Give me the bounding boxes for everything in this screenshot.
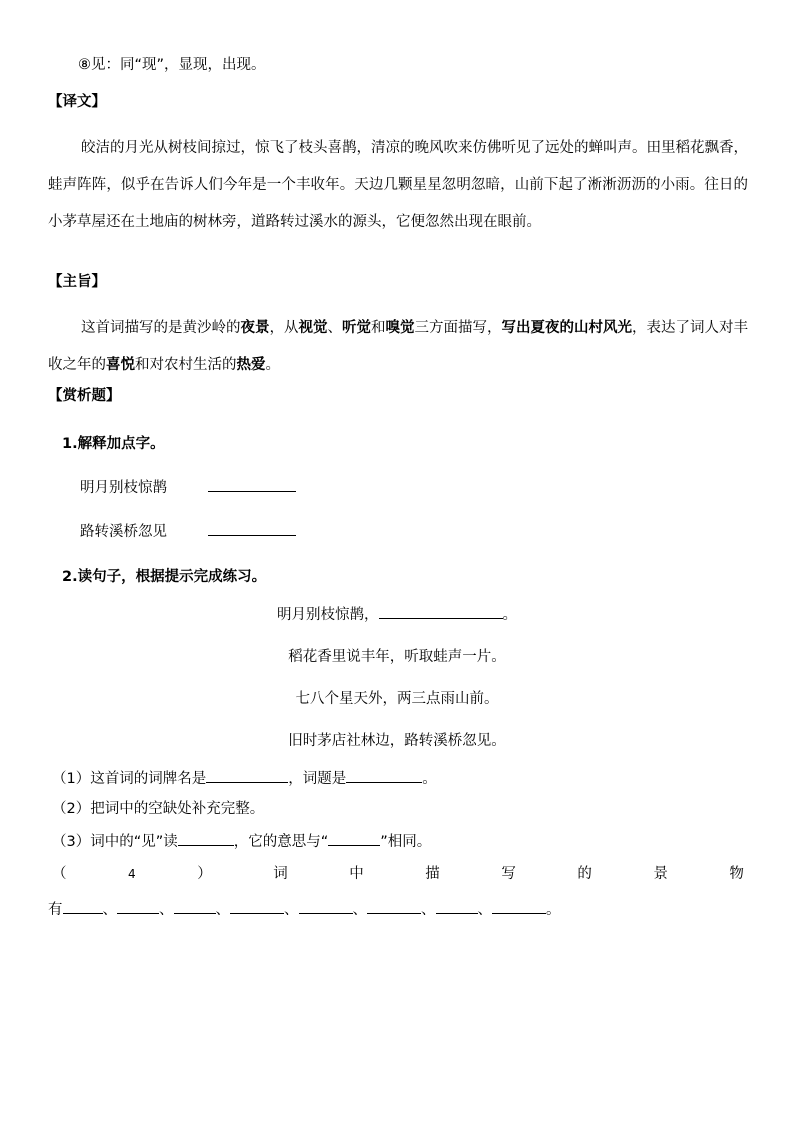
poem-line-3: 七八个星天外，两三点雨山前。 bbox=[295, 691, 499, 707]
theme-heading: 【主旨】 bbox=[48, 274, 106, 290]
keyword-love: 热爱 bbox=[236, 357, 266, 373]
keyword-hearing: 听觉 bbox=[342, 320, 371, 336]
same-meaning-blank[interactable] bbox=[328, 831, 380, 846]
exercises-heading: 【赏析题】 bbox=[48, 388, 121, 404]
q1-item-2-text: 路转溪桥忽见 bbox=[80, 524, 167, 540]
scene-blank-6[interactable] bbox=[367, 899, 421, 914]
question-1-title: 1.解释加点字。 bbox=[62, 436, 165, 452]
sub-question-3: （3）词中的“见”读 ，它的意思与“ ”相同。 bbox=[52, 831, 431, 852]
scene-blank-2[interactable] bbox=[117, 899, 159, 914]
sub-question-1: （1）这首词的词牌名是 ，词题是 。 bbox=[52, 768, 437, 789]
keyword-smell: 嗅觉 bbox=[385, 320, 415, 336]
poem-line-4: 旧时茅店社林边，路转溪桥忽见。 bbox=[288, 733, 506, 749]
scene-blank-4[interactable] bbox=[230, 899, 284, 914]
q1-item-1-text: 明月别枝惊鹊 bbox=[80, 480, 167, 496]
q1-answer-blank-1[interactable] bbox=[208, 477, 296, 492]
cipai-blank[interactable] bbox=[206, 768, 288, 783]
pronunciation-blank[interactable] bbox=[178, 831, 234, 846]
q1-answer-blank-2[interactable] bbox=[208, 521, 296, 536]
sub-question-4-line-2: 有 、 、 、 、 、 、 、 。 bbox=[48, 899, 561, 920]
poem-line-2: 稻花香里说丰年，听取蛙声一片。 bbox=[288, 649, 506, 665]
poem-line-1: 明月别枝惊鹊， 。 bbox=[0, 604, 794, 625]
sub-question-2: （2）把词中的空缺处补充完整。 bbox=[52, 801, 265, 817]
keyword-vision: 视觉 bbox=[298, 320, 328, 336]
scene-blank-3[interactable] bbox=[174, 899, 216, 914]
q1-item-1 bbox=[80, 477, 296, 498]
keyword-summary: 写出夏夜的山村风光 bbox=[501, 320, 632, 336]
translation-heading: 【译文】 bbox=[48, 94, 106, 110]
keyword-joy: 喜悦 bbox=[106, 357, 135, 373]
sub-question-4-line-1: （ 4 ） 词 中 描 写 的 景 物 bbox=[52, 866, 744, 882]
scene-blank-7[interactable] bbox=[436, 899, 478, 914]
q1-item-2 bbox=[80, 521, 296, 542]
scene-blank-8[interactable] bbox=[492, 899, 546, 914]
scene-blank-1[interactable] bbox=[63, 899, 103, 914]
title-blank[interactable] bbox=[346, 768, 422, 783]
translation-text: 皎洁的月光从树枝间掠过，惊飞了枝头喜鹊，清凉的晚风吹来仿佛听见了远处的蝉叫声。田里稻花飘香，蛙声阵阵，似乎在告诉人们今年是一个丰收年。天边几颗星星忽明忽暗，山前下起了淅淅沥沥的小雨。往日的小茅草屋还在土地庙的树林旁，道路转过溪水的源头，它便忽然出现在眼前。 bbox=[48, 140, 748, 230]
scene-blank-5[interactable] bbox=[299, 899, 353, 914]
note-8: ⑧见：同“现”，显现，出现。 bbox=[78, 57, 266, 73]
theme-text: 这首词描写的是黄沙岭的夜景，从视觉、听觉和嗅觉三方面描写，写出夏夜的山村风光，表达了词人对丰收之年的喜悦和对农村生活的热爱。 bbox=[48, 320, 748, 373]
question-2-title: 2.读句子，根据提示完成练习。 bbox=[62, 569, 267, 585]
keyword-night-scene: 夜景 bbox=[240, 320, 270, 336]
poem-fill-blank[interactable] bbox=[379, 604, 503, 619]
